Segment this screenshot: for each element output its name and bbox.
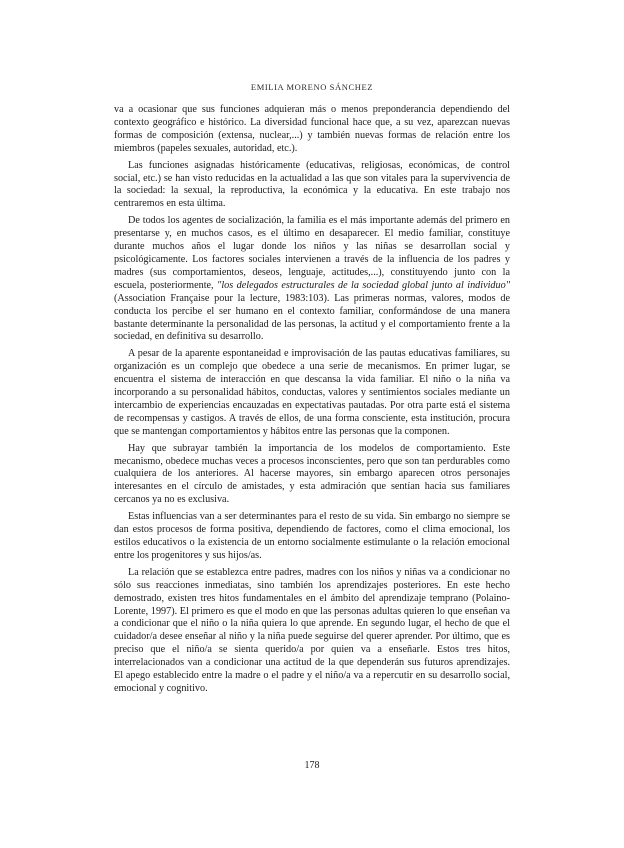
paragraph-3 [114, 215, 510, 344]
paragraph-1: va a ocasionar que sus funciones adquieran más o menos preponderancia dependiendo del contexto geográfico e histórico. La diversidad funcional hace que, a su vez, aparezcan nuevas formas de composición (extensa, nuclear,...) y también nuevas formas de relación entre los miembros (papeles sexuales, autoridad, etc.). [114, 104, 510, 154]
body-text [114, 104, 510, 700]
paragraph-3-part-a: De todos los agentes de socialización, la familia es el más importante además del primero en presentarse y, en muchos casos, es el último en desaparecer. El medio familiar, constituye durante muchos años el lugar donde los niños y las niñas se desarrollan social y psicológicamente. Los factores sociales intervienen a través de la influencia de los padres y madres (sus comportamientos, deseos, lenguaje, actitudes,...), constituyendo junto con la escuela, posteriormente, [114, 215, 510, 291]
paragraph-7: La relación que se establezca entre padres, madres con los niños y niñas va a condicionar no sólo sus reacciones inmediatas, sino también los aprendizajes posteriores. En este hecho demostrado, existen tres hitos fundamentales en el ámbito del aprendizaje temprano (Polaino-Lorente, 1997). El primero es que el modo en que las personas adultas quieren lo que enseñan va a condicionar que el niño o la niña quiera lo que aprende. En segundo lugar, el hecho de que el cuidador/a desee enseñar al niño y la niña puede seguirse del querer aprender. Por último, que es preciso que el niño/a se sienta querido/a por quien va a enseñarle. Estos tres hitos, interrelacionados van a condicionar una actitud de la que dependerán sus futuros aprendizajes. El apego establecido entre la madre o el padre y el niño/a va a repercutir en su desarrollo social, emocional y cognitivo. [114, 566, 510, 694]
paragraph-4: A pesar de la aparente espontaneidad e improvisación de las pautas educativas familiares, su organización es un complejo que obedece a una serie de mecanismos. En primer lugar, se encuentra el sistema de interacción en que descansa la vida familiar. El niño o la niña va incorporando a su personalidad hábitos, conductas, valores y sentimientos sociales mediante un intercambio de experiencias encauzadas en expectativas pautadas. Por otra parte está el sistema de recompensas y castigos. A través de ellos, de una forma consciente, esta institución, procura que se mantengan comportamientos y hábitos entre las personas que la componen. [114, 348, 510, 437]
paragraph-5: Hay que subrayar también la importancia de los modelos de comportamiento. Este mecanismo, obedece muchas veces a procesos inconscientes, pero que son tan perdurables como cualquiera de los anteriores. Al hacerse mayores, sin embargo aparecen otros personajes interesantes en el círculo de amistades, y esta admiración que sentían hacia sus familiares cercanos ya no es exclusiva. [114, 442, 510, 506]
paragraph-3-quote: "los delegados estructurales de la sociedad global junto al individuo" [217, 279, 510, 291]
page-number: 178 [304, 760, 320, 771]
paragraph-3-part-b: (Association Française pour la lecture, 1983:103). Las primeras normas, valores, modos de conducta los percibe el ser humano en el contexto familiar, conformándose de una manera bastante determinante la personalidad de las personas, la actitud y el comportamiento frente a la sociedad, en definitiva su desarrollo. [114, 292, 510, 343]
paragraph-6: Estas influencias van a ser determinantes para el resto de su vida. Sin embargo no siempre se dan estos procesos de forma positiva, dependiendo de factores, como el clima emocional, los estilos educativos o la existencia de un entorno socialmente estimulante o la relación emocional entre los progenitores y sus hijos/as. [114, 511, 510, 561]
paragraph-2: Las funciones asignadas históricamente (educativas, religiosas, económicas, de control social, etc.) se han visto reducidas en la actualidad a las que son vitales para la supervivencia de la sociedad: la sexual, la reproductiva, la económica y la educativa. En este trabajo nos centraremos en esta última. [114, 159, 510, 210]
running-header: EMILIA MORENO SÁNCHEZ [250, 82, 374, 92]
